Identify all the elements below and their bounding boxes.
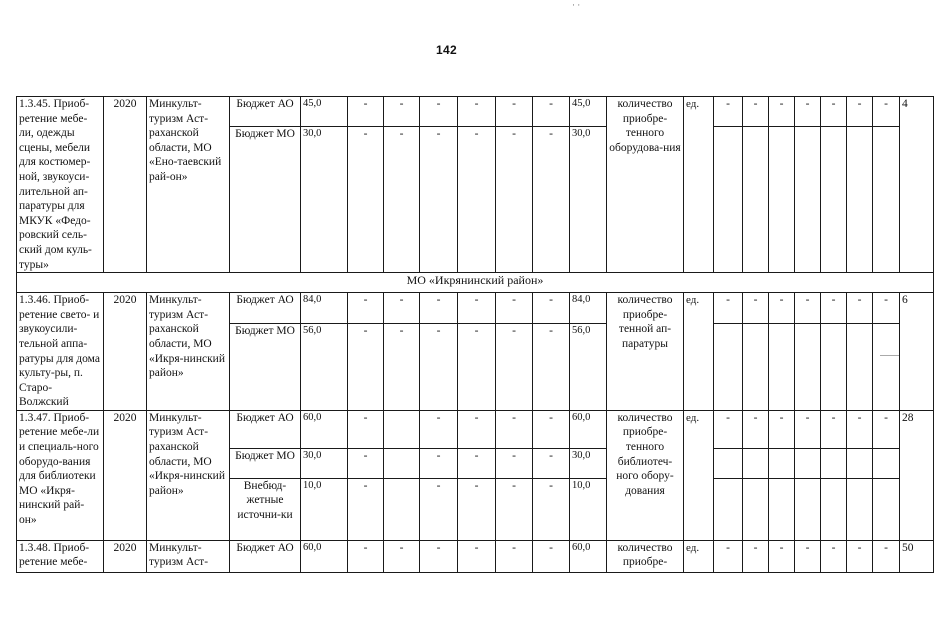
empty-cell xyxy=(821,323,847,410)
dash-cell: - xyxy=(384,293,420,323)
table-row xyxy=(17,410,934,448)
dash-cell: - xyxy=(348,323,384,410)
dash-cell: - xyxy=(795,97,821,127)
empty-cell xyxy=(743,127,769,273)
empty-cell xyxy=(873,323,900,410)
dash-cell: - xyxy=(420,540,458,572)
amount-cell: 60,0 xyxy=(301,540,348,572)
dash-cell: - xyxy=(496,323,533,410)
year-cell: 2020 xyxy=(104,410,147,540)
indicator-cell: количество приобре- xyxy=(607,540,684,572)
empty-cell xyxy=(847,478,873,540)
empty-cell xyxy=(847,448,873,478)
unit-cell: ед. xyxy=(684,540,714,572)
dash-cell: - xyxy=(795,540,821,572)
funding-source: Бюджет АО xyxy=(230,540,301,572)
target-value: 28 xyxy=(900,410,934,540)
dash-cell: - xyxy=(458,293,496,323)
empty-cell xyxy=(769,127,795,273)
unit-cell: ед. xyxy=(684,97,714,273)
target-value: 4 xyxy=(900,97,934,273)
amount-cell: 56,0 xyxy=(301,323,348,410)
total-cell: 45,0 xyxy=(570,97,607,127)
dash-cell: - xyxy=(533,293,570,323)
empty-cell xyxy=(873,448,900,478)
dash-cell: - xyxy=(714,97,743,127)
funding-source: Бюджет МО xyxy=(230,127,301,273)
empty-cell xyxy=(795,127,821,273)
empty-cell xyxy=(714,323,743,410)
empty-cell xyxy=(821,127,847,273)
empty-cell xyxy=(714,448,743,478)
dash-cell: - xyxy=(348,293,384,323)
funding-source: Бюджет МО xyxy=(230,323,301,410)
total-cell: 60,0 xyxy=(570,540,607,572)
executor-cell: Минкульт-туризм Аст-раханской области, МО «Икря-нинский район» xyxy=(147,293,230,411)
empty-cell xyxy=(821,448,847,478)
empty-cell xyxy=(384,410,420,448)
page-number: 142 xyxy=(436,43,457,57)
dash-cell: - xyxy=(496,410,533,448)
target-value: 6 xyxy=(900,293,934,411)
dash-cell: - xyxy=(384,127,420,273)
empty-cell xyxy=(847,127,873,273)
total-cell: 10,0 xyxy=(570,478,607,540)
empty-cell xyxy=(743,323,769,410)
dash-cell: - xyxy=(420,448,458,478)
dash-cell: - xyxy=(384,97,420,127)
empty-cell xyxy=(873,478,900,540)
executor-cell: Минкульт-туризм Аст- xyxy=(147,540,230,572)
dash-cell: - xyxy=(348,410,384,448)
dash-cell: - xyxy=(458,478,496,540)
empty-cell xyxy=(714,478,743,540)
total-cell: 84,0 xyxy=(570,293,607,323)
amount-cell: 10,0 xyxy=(301,478,348,540)
empty-cell xyxy=(847,323,873,410)
dash-cell: - xyxy=(533,97,570,127)
dash-cell: - xyxy=(458,97,496,127)
dash-cell: - xyxy=(847,410,873,448)
dash-cell: - xyxy=(384,323,420,410)
dash-cell: - xyxy=(847,540,873,572)
dash-cell: - xyxy=(714,293,743,323)
dash-cell: - xyxy=(873,540,900,572)
dash-cell: - xyxy=(847,293,873,323)
year-cell: 2020 xyxy=(104,97,147,273)
dash-cell: - xyxy=(384,540,420,572)
empty-cell xyxy=(795,478,821,540)
dash-cell: - xyxy=(533,448,570,478)
dash-cell: - xyxy=(821,410,847,448)
dash-cell: - xyxy=(420,127,458,273)
dash-cell: - xyxy=(743,97,769,127)
dash-cell: - xyxy=(533,410,570,448)
funding-source: Бюджет АО xyxy=(230,97,301,127)
dash-cell: - xyxy=(458,448,496,478)
empty-cell xyxy=(769,323,795,410)
dash-cell: - xyxy=(714,540,743,572)
dash-cell: - xyxy=(769,293,795,323)
amount-cell: 60,0 xyxy=(301,410,348,448)
indicator-cell: количество приобре-тенного оборудова-ния xyxy=(607,97,684,273)
dash-cell: - xyxy=(795,293,821,323)
activity-name: 1.3.45. Приоб-ретение мебе-ли, одежды сцены, мебели для костюмер-ной, звукоуси-лительной ап-паратуры для МКУК «Федо-ровский сель-ский дом куль-туры» xyxy=(17,97,104,273)
indicator-cell: количество приобре-тенного библиотеч-ного обору-дования xyxy=(607,410,684,540)
dash-cell: - xyxy=(420,410,458,448)
dash-cell: - xyxy=(873,293,900,323)
activity-name: 1.3.46. Приоб-ретение свето- и звукоусили-тельной аппа-ратуры для дома культу-ры, п. Старо-Волжский xyxy=(17,293,104,411)
dash-cell: - xyxy=(533,540,570,572)
dash-cell: - xyxy=(458,323,496,410)
dash-cell: - xyxy=(769,410,795,448)
year-cell: 2020 xyxy=(104,540,147,572)
amount-cell: 30,0 xyxy=(301,448,348,478)
activity-name: 1.3.47. Приоб-ретение мебе-ли и специаль-ного оборудо-вания для библиотеки МО «Икря-нинский рай-он» xyxy=(17,410,104,540)
dash-cell: - xyxy=(821,97,847,127)
dash-cell: - xyxy=(496,478,533,540)
dash-cell: - xyxy=(743,410,769,448)
dash-cell: - xyxy=(420,293,458,323)
dash-cell: - xyxy=(795,410,821,448)
top-mark: · · xyxy=(572,0,581,10)
unit-cell: ед. xyxy=(684,293,714,411)
table-row xyxy=(17,97,934,127)
executor-cell: Минкульт-туризм Аст-раханской области, МО «Ено-таевский рай-он» xyxy=(147,97,230,273)
dash-cell: - xyxy=(420,323,458,410)
dash-cell: - xyxy=(348,540,384,572)
activity-name: 1.3.48. Приоб-ретение мебе- xyxy=(17,540,104,572)
section-row xyxy=(17,273,934,293)
empty-cell xyxy=(795,323,821,410)
dash-cell: - xyxy=(348,97,384,127)
unit-cell: ед. xyxy=(684,410,714,540)
dash-cell: - xyxy=(458,540,496,572)
section-title: МО «Икрянинский район» xyxy=(17,273,934,293)
empty-cell xyxy=(873,127,900,273)
dash-cell: - xyxy=(769,97,795,127)
dash-cell: - xyxy=(348,478,384,540)
dash-cell: - xyxy=(496,127,533,273)
total-cell: 30,0 xyxy=(570,127,607,273)
dash-cell: - xyxy=(821,540,847,572)
dash-cell: - xyxy=(496,540,533,572)
empty-cell xyxy=(769,478,795,540)
indicator-cell: количество приобре-тенной ап-паратуры xyxy=(607,293,684,411)
dash-cell: - xyxy=(458,127,496,273)
program-table xyxy=(16,96,934,573)
amount-cell: 45,0 xyxy=(301,97,348,127)
dash-cell: - xyxy=(348,448,384,478)
table-row xyxy=(17,540,934,572)
dash-cell: - xyxy=(348,127,384,273)
table-row xyxy=(17,293,934,323)
dash-cell: - xyxy=(873,410,900,448)
empty-cell xyxy=(384,448,420,478)
empty-cell xyxy=(743,448,769,478)
amount-cell: 84,0 xyxy=(301,293,348,323)
empty-cell xyxy=(384,478,420,540)
dash-cell: - xyxy=(769,540,795,572)
total-cell: 30,0 xyxy=(570,448,607,478)
dash-cell: - xyxy=(847,97,873,127)
empty-cell xyxy=(743,478,769,540)
dash-cell: - xyxy=(533,323,570,410)
funding-source: Бюджет АО xyxy=(230,410,301,448)
funding-source: Внебюд-жетные источни-ки xyxy=(230,478,301,540)
empty-cell xyxy=(795,448,821,478)
dash-cell: - xyxy=(533,478,570,540)
dash-cell: - xyxy=(873,97,900,127)
dash-cell: - xyxy=(420,97,458,127)
total-cell: 60,0 xyxy=(570,410,607,448)
target-value: 50 xyxy=(900,540,934,572)
empty-cell xyxy=(821,478,847,540)
dash-cell: - xyxy=(743,293,769,323)
funding-source: Бюджет АО xyxy=(230,293,301,323)
dash-cell: - xyxy=(714,410,743,448)
dash-cell: - xyxy=(496,448,533,478)
executor-cell: Минкульт-туризм Аст-раханской области, МО «Икря-нинский район» xyxy=(147,410,230,540)
empty-cell xyxy=(714,127,743,273)
dash-cell: - xyxy=(496,293,533,323)
dash-cell: - xyxy=(420,478,458,540)
empty-cell xyxy=(769,448,795,478)
dash-cell: - xyxy=(458,410,496,448)
dash-cell: - xyxy=(821,293,847,323)
amount-cell: 30,0 xyxy=(301,127,348,273)
dash-cell: - xyxy=(496,97,533,127)
dash-cell: - xyxy=(533,127,570,273)
total-cell: 56,0 xyxy=(570,323,607,410)
year-cell: 2020 xyxy=(104,293,147,411)
funding-source: Бюджет МО xyxy=(230,448,301,478)
dash-cell: - xyxy=(743,540,769,572)
